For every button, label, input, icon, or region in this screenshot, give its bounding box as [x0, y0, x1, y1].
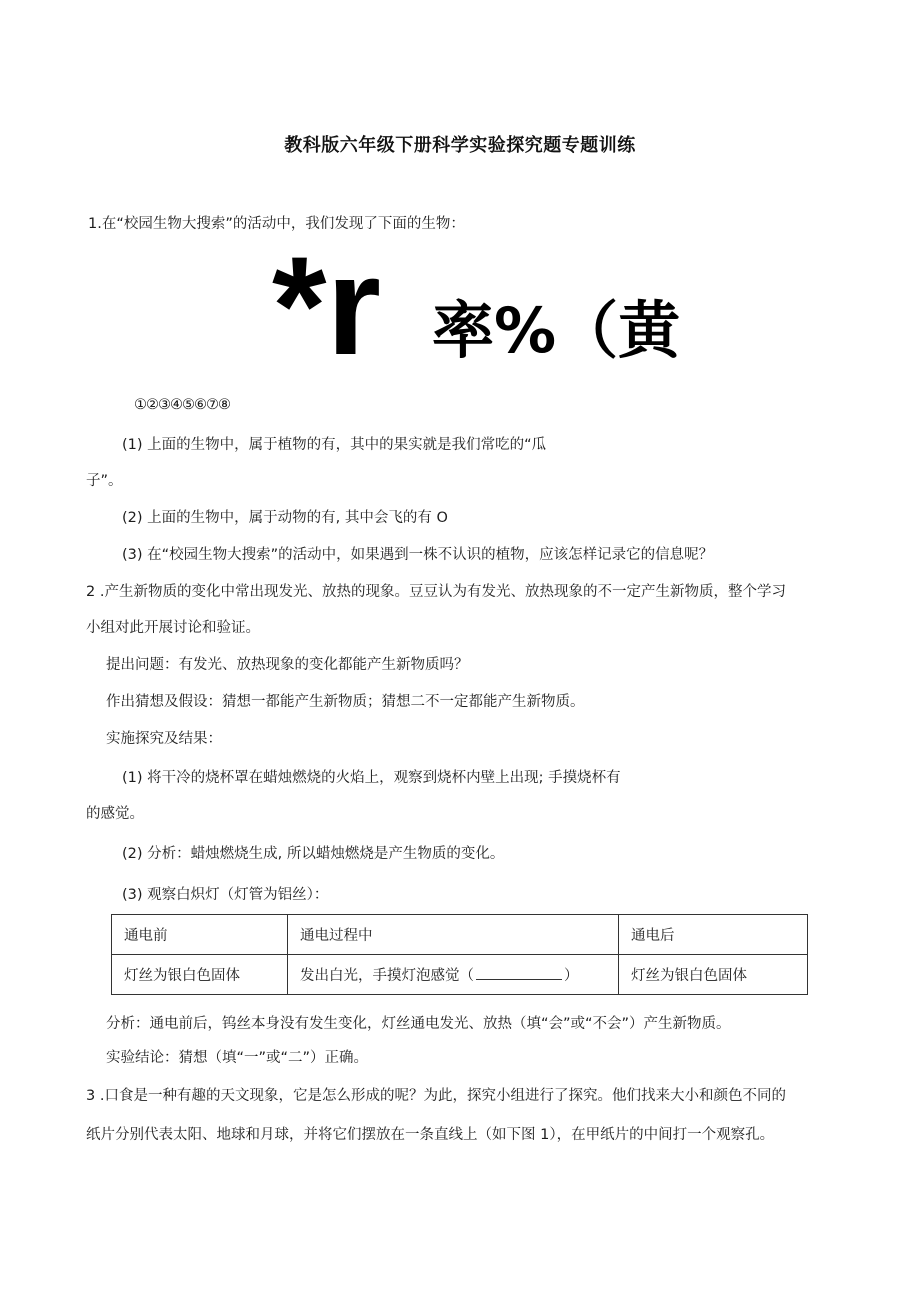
- table-cell-before: 灯丝为银白色固体: [112, 955, 288, 995]
- table-cell-after: 灯丝为银白色固体: [619, 955, 808, 995]
- q1-sub2: (2) 上面的生物中，属于动物的有, 其中会飞的有 O: [122, 510, 448, 526]
- q2-process: 实施探究及结果：: [106, 731, 222, 747]
- during-prefix: 发出白光，手摸灯泡感觉（: [300, 968, 474, 984]
- q2-line1: 2 .产生新物质的变化中常出现发光、放热的现象。豆豆认为有发光、放热现象的不一定产生新物质，整个学习: [86, 584, 786, 600]
- document-title: 教科版六年级下册科学实验探究题专题训练: [284, 135, 636, 156]
- q2-conclusion: 实验结论：猜想（填“一”或“二”）正确。: [106, 1050, 369, 1066]
- organism-image-glyphs-1: *r: [272, 227, 381, 384]
- table-header-cell: 通电后: [619, 915, 808, 955]
- q2-analysis: 分析：通电前后，钨丝本身没有发生变化，灯丝通电发光、放热（填“会”或“不会”）产生新物质。: [106, 1016, 731, 1032]
- organism-numbers: ①②③④⑤⑥⑦⑧: [134, 397, 230, 413]
- q2-question: 提出问题：有发光、放热现象的变化都能产生新物质吗？: [106, 657, 469, 673]
- q2-step1-line2: 的感觉。: [86, 806, 144, 822]
- table-row: [112, 955, 808, 995]
- q2-step2: (2) 分析：蜡烛燃烧生成, 所以蜡烛燃烧是产生物质的变化。: [122, 846, 505, 862]
- q2-step3: (3) 观察白炽灯（灯管为铝丝）：: [122, 887, 329, 903]
- lamp-observation-table: [111, 914, 808, 995]
- during-suffix: ）: [564, 968, 579, 984]
- table-header-cell: 通电前: [112, 915, 288, 955]
- q1-intro: 1.在“校园生物大搜索”的活动中，我们发现了下面的生物：: [88, 216, 465, 232]
- q2-line2: 小组对此开展讨论和验证。: [86, 620, 260, 636]
- q3-line2: 纸片分别代表太阳、地球和月球，并将它们摆放在一条直线上（如下图 1），在甲纸片的中间打一个观察孔。: [86, 1127, 775, 1143]
- q1-sub1-line2: 子”。: [86, 473, 123, 489]
- q2-hypothesis: 作出猜想及假设：猜想一都能产生新物质；猜想二不一定都能产生新物质。: [106, 694, 585, 710]
- q1-sub1-line1: (1) 上面的生物中，属于植物的有，其中的果实就是我们常吃的“瓜: [122, 437, 547, 453]
- q2-step1-line1: (1) 将干冷的烧杯罩在蜡烛燃烧的火焰上，观察到烧杯内壁上出现; 手摸烧杯有: [122, 770, 621, 786]
- table-header-row: [112, 915, 808, 955]
- table-cell-during: [288, 955, 619, 995]
- q3-line1: 3 .口食是一种有趣的天文现象，它是怎么形成的呢？为此，探究小组进行了探究。他们找来大小和颜色不同的: [86, 1088, 786, 1104]
- q1-sub3: (3) 在“校园生物大搜索”的活动中，如果遇到一株不认识的植物，应该怎样记录它的信息呢？: [122, 547, 714, 563]
- table-header-cell: 通电过程中: [288, 915, 619, 955]
- answer-blank[interactable]: [476, 967, 562, 980]
- organism-image-glyphs-2: 率%（黄: [432, 294, 681, 367]
